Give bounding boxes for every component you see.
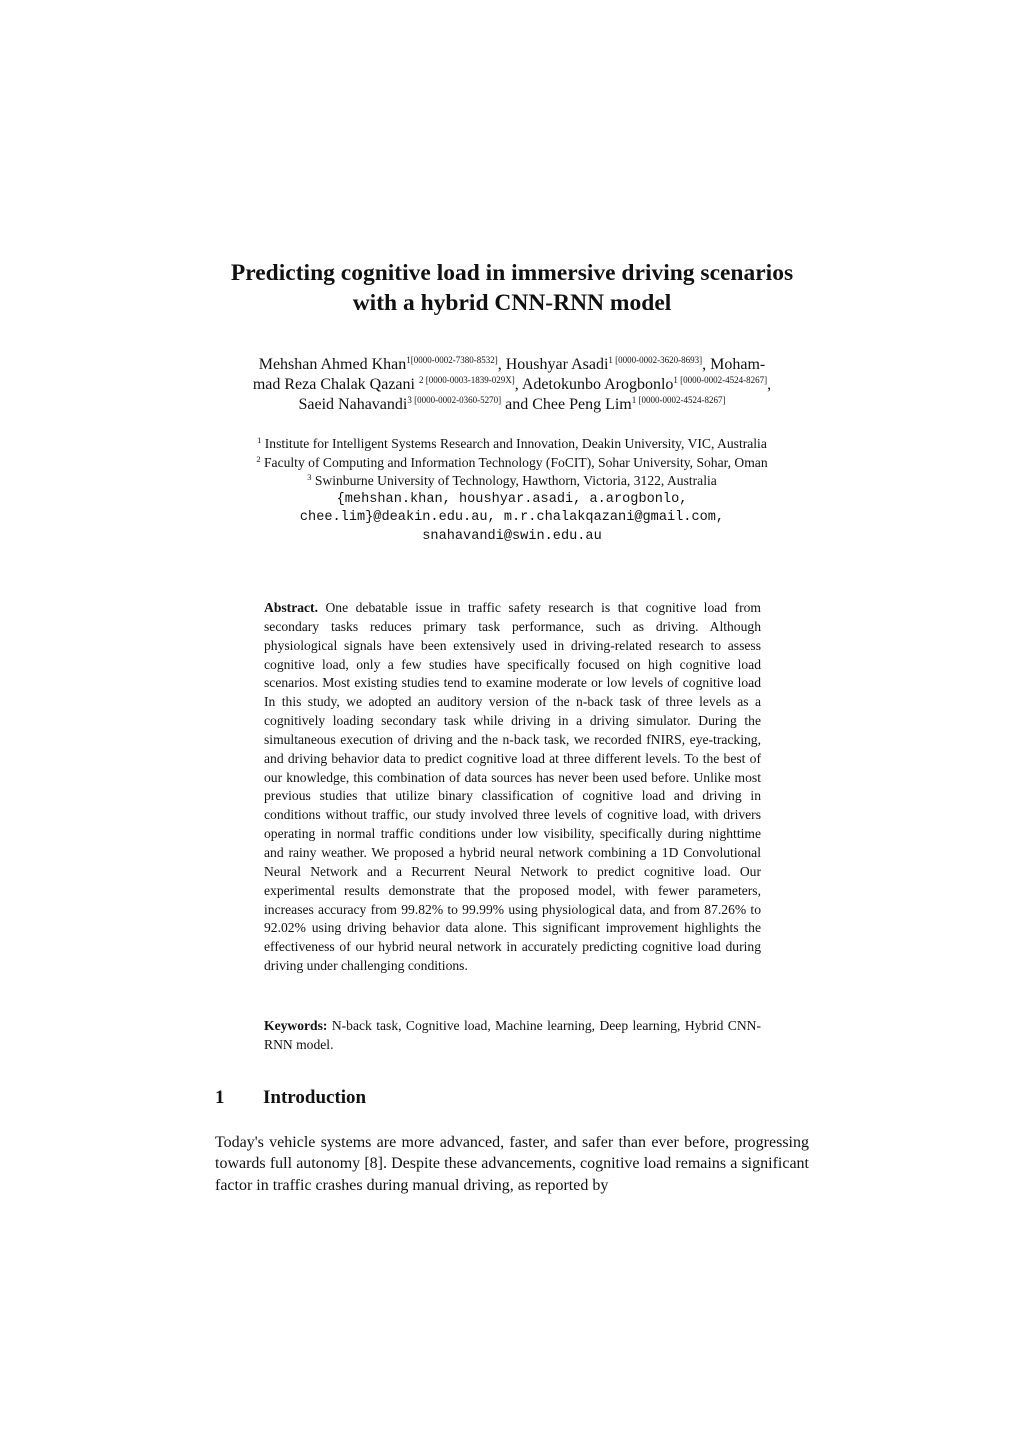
affiliation-3 (170, 472, 854, 491)
author-separator: and (501, 396, 533, 413)
author-orcid: 1[0000-0002-7380-8532] (406, 355, 498, 365)
affiliations (170, 435, 854, 547)
affiliation-text: Faculty of Computing and Information Technology (FoCIT), Sohar University, Sohar, Oman (260, 454, 768, 470)
email-line-1: {mehshan.khan, houshyar.asadi, a.arogbonlo, (336, 491, 688, 507)
email-line-3: snahavandi@swin.edu.au (422, 528, 602, 544)
keywords (264, 1017, 761, 1055)
author-line-1 (200, 355, 824, 375)
author-orcid: 3 [0000-0002-0360-5270] (407, 395, 502, 405)
affiliation-marker: 1 (257, 435, 262, 445)
affiliation-marker: 2 (256, 453, 261, 464)
email-line-2: chee.lim}@deakin.edu.au, m.r.chalakqazani@gmail.com, (299, 510, 725, 526)
author-separator: , (497, 356, 506, 373)
author-separator: , (514, 376, 522, 393)
keywords-text: N-back task, Cognitive load, Machine learning, Deep learning, Hybrid CNN-RNN model. (264, 1018, 761, 1052)
affiliation-text: Institute for Intelligent Systems Research and Innovation, Deakin University, VIC, Australia (261, 436, 767, 451)
title-line-2: with a hybrid CNN-RNN model (352, 290, 672, 316)
author-separator: , (767, 376, 772, 393)
section-number: 1 (215, 1087, 225, 1108)
author-name: mad Reza Chalak Qazani (252, 376, 419, 393)
paper-title (150, 258, 874, 318)
author-list (200, 355, 824, 415)
author-orcid: 1 [0000-0002-4524-8267] (673, 375, 768, 385)
author-name: Mehshan Ahmed Khan (258, 356, 407, 373)
introduction-paragraph: Today's vehicle systems are more advanced, faster, and safer than ever before, progressing towards full autonomy [8]. Despite these advancements, cognitive load remains a significant factor in traffic crashes during manual driving, as reported by (215, 1134, 809, 1194)
abstract (264, 599, 761, 976)
author-orcid: 1 [0000-0002-4524-8267] (631, 395, 726, 405)
author-name: Saeid Nahavandi (298, 396, 408, 413)
author-name: Chee Peng Lim (532, 396, 632, 413)
section-heading-introduction (215, 1086, 366, 1110)
author-orcid: 2 [0000-0003-1839-029X] (418, 375, 515, 385)
title-line-1: Predicting cognitive load in immersive driving scenarios (230, 260, 794, 286)
affiliation-marker: 3 (307, 472, 312, 483)
author-line-2 (200, 375, 824, 395)
affiliation-1 (170, 435, 854, 454)
abstract-label: Abstract. (264, 600, 318, 615)
affiliation-2 (170, 454, 854, 473)
author-name: Houshyar Asadi (505, 356, 609, 373)
abstract-text: One debatable issue in traffic safety research is that cognitive load from secondary tasks reduces primary task performance, such as driving. Although physiological signals have been extensively used in driving-related research to assess cognitive load, only a few studies have specifically focused on high cognitive load scenarios. Most existing studies tend to examine moderate or low levels of cognitive load In this study, we adopted an auditory version of the n-back task of three levels as a cognitively loading secondary task while driving in a driving simulator. During the simultaneous execution of driving and the n-back task, we recorded fNIRS, eye-tracking, and driving behavior data to predict cognitive load at three different levels. To the best of our knowledge, this combination of data sources has never been used before. Unlike most previous studies that utilize binary classification of cognitive load and driving in conditions without traffic, our study involved three levels of cognitive load, with drivers operating in normal traffic conditions under low visibility, specifically during nighttime and rainy weather. We proposed a hybrid neural network combining a 1D Convolutional Neural Network and a Recurrent Neural Network to predict cognitive load. Our experimental results demonstrate that the proposed model, with fewer parameters, increases accuracy from 99.82% to 99.99% using physiological data, and from 87.26% to 92.02% using driving behavior data alone. This significant improvement highlights the effectiveness of our hybrid neural network in accurately predicting cognitive load during driving under challenging conditions. (264, 600, 761, 974)
section-title: Introduction (263, 1087, 367, 1108)
affiliation-text: Swinburne University of Technology, Hawthorn, Victoria, 3122, Australia (311, 473, 717, 489)
author-orcid: 1 [0000-0002-3620-8693] (608, 355, 703, 365)
author-name: Adetokunbo Arogbonlo (521, 376, 674, 393)
author-line-3 (200, 395, 824, 415)
keywords-label: Keywords: (264, 1018, 328, 1033)
author-separator: , Moham- (702, 356, 766, 373)
